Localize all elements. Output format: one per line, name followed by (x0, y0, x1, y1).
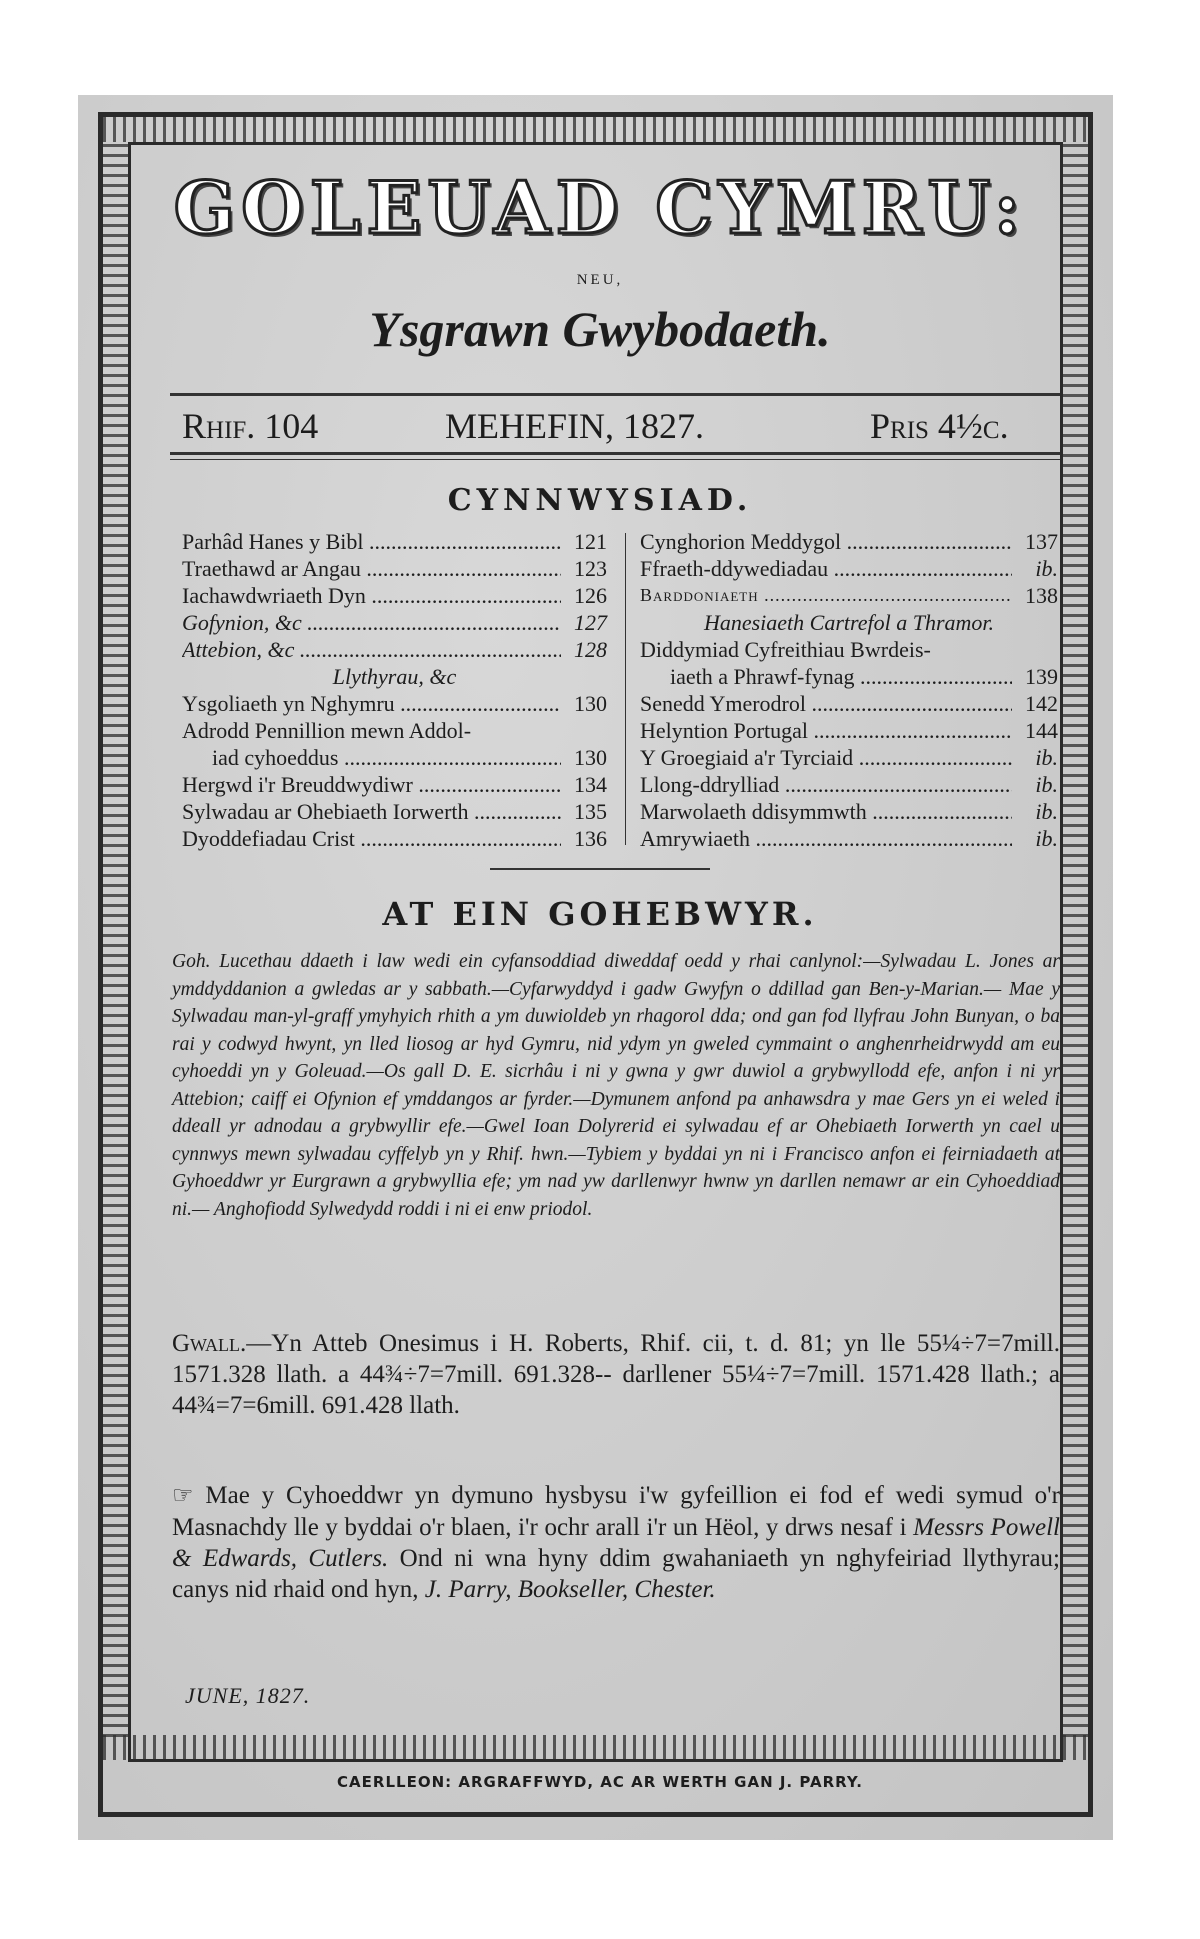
toc-row: Sylwadau ar Ohebiaeth Iorwerth ..... 135 (182, 798, 607, 825)
toc-row: Gofynion, &c ..... 127 (182, 609, 607, 636)
greek-key-border-top (103, 117, 1088, 142)
toc-row: Attebion, &c ..... 128 (182, 636, 607, 663)
toc-row: Senedd Ymerodrol ..... 142 (640, 690, 1058, 717)
rule-above-issue (170, 393, 1060, 396)
greek-key-border-left (103, 142, 128, 1737)
imprint-line: CAERLLEON: ARGRAFFWYD, AC AR WERTH GAN J. PARRY. (337, 1773, 863, 1791)
masthead-title: GOLEUAD CYMRU: (173, 165, 1027, 250)
rule-below-issue-thin (170, 459, 1060, 460)
masthead-neu: NEU, (576, 272, 624, 288)
neighbour-names: Messrs Powell & Edwards, Cutlers. (172, 1514, 1060, 1572)
masthead-subtitle: Ysgrawn Gwybodaeth. (369, 301, 831, 357)
contents-left-column (182, 528, 607, 852)
issue-price: Pris 4½c. (870, 406, 1009, 446)
section-rule (490, 868, 710, 870)
toc-row: Cynghorion Meddygol ..... 137 (640, 528, 1058, 555)
toc-row: Ysgoliaeth yn Nghymru ..... 130 (182, 690, 607, 717)
publisher-signature: J. Parry, Bookseller, Chester. (424, 1576, 716, 1603)
correspondents-notice: Goh. Lucethau ddaeth i law wedi ein cyfansoddiad diweddaf oedd y rhai canlynol:—Sylwadau L. Jones ar ymddyddanion a gwledas ar y sabbath.—Cyfarwyddyd i gadw Gwyfyn o ddillad gan Ben-y-Marian.— Mae y Sylwadau man-yl-graff ymyhyich rhith a ym duwioldeb yn rhagorol dda; ond gan fod llyfrau John Bunyan, o ba rai y codwyd hwynt, yn lled liosog ar hyd Gymru, nid ydym yn gweled cymmaint o anghenrheidrwydd am eu cyhoeddi yn y Goleuad.—Os gall D. E. sicrhâu i ni y gwna y gwr duwiol a grybwyllodd efe, anfon i ni yr Attebion; caiff ei Ofynion ef ymddangos ar fyrder.—Dymunem anfond pa anhawsdra y mae Gers yn ei weled i ddeall yr adnodau a grybwyllir efe.—Gwel Ioan Dolyrerid ei sylwadau ef ar Ohebiaeth Iorwerth yn cael u cynnwys mewn sylwadau cyffelyb yn y Rhif. hwn.—Tybiem y byddai yn ni i Francisco anfon ei feirniadaeth at Gyhoeddwr yr Eurgrawn a grybwyllia efe; ym nad yw darllenwyr hwnw yn darllen nemawr ar ein Cyhoeddiad ni.— Anghofiodd Sylwedydd roddi i ni ei enw priodol. (172, 951, 1060, 1220)
toc-row: Parhâd Hanes y Bibl ..... 121 (182, 528, 607, 555)
toc-row: Llong-ddrylliad ..... ib. (640, 771, 1058, 798)
issue-date: MEHEFIN, 1827. (445, 406, 704, 446)
toc-row: Y Groegiaid a'r Tyrciaid ..... ib. (640, 744, 1058, 771)
rule-below-issue (170, 452, 1060, 455)
issue-number: Rhif. 104 (182, 406, 319, 446)
toc-row: Amrywiaeth ..... ib. (640, 825, 1058, 852)
toc-row: Iachawdwriaeth Dyn ..... 126 (182, 582, 607, 609)
toc-row: Adrodd Pennillion mewn Addol- (182, 718, 472, 743)
correspondents-heading: AT EIN GOHEBWYR. (382, 895, 818, 933)
erratum-paragraph (172, 1328, 1060, 1421)
contents-right-column (640, 528, 1058, 852)
toc-row: Barddoniaeth ..... 138 (640, 582, 1058, 609)
contents-divider (625, 533, 626, 845)
contents-heading: CYNNWYSIAD. (447, 483, 753, 518)
erratum-label: Gwall. (172, 1330, 247, 1357)
toc-row: Diddymiad Cyfreithiau Bwrdeis- (640, 637, 931, 662)
toc-row: Helyntion Portugal ..... 144 (640, 717, 1058, 744)
toc-row: iaeth a Phrawf-fynag ..... 139 (640, 663, 1058, 690)
toc-section-label: Hanesiaeth Cartrefol a Thramor. (703, 610, 995, 635)
publisher-notice: ☞ Mae y Cyhoeddwr yn dymuno hysbysu i'w gyfeillion ei fod ef wedi symud o'r Masnachdy lle y byddai o'r blaen, i'r ochr arall i'r un Hëol, y drws nesaf i Messrs Powell & Edwards, Cutlers. Ond ni wna hyny ddim gwahaniaeth yn nghyfeiriad llythyrau; canys nid rhaid ond hyn, J. Parry, Bookseller, Chester. (172, 1482, 1060, 1603)
erratum-text: —Yn Atteb Onesimus i H. Roberts, Rhif. cii, t. d. 81; yn lle 55¼÷7=7mill. 1571.328 llath. a 44¾÷7=7mill. 691.328-- darllener 55¼÷7=7mill. 1571.428 llath.; a 44¾=7=6mill. 691.428 llath. (172, 1330, 1060, 1419)
pointing-hand-icon: ☞ (172, 1483, 194, 1509)
toc-row: Dyoddefiadau Crist ..... 136 (182, 825, 607, 852)
toc-row: Ffraeth-ddywediadau ..... ib. (640, 555, 1058, 582)
toc-section-label: Llythyrau, &c (332, 664, 457, 689)
toc-row: Marwolaeth ddisymmwth ..... ib. (640, 798, 1058, 825)
toc-row: Hergwd i'r Breuddwydiwr ..... 134 (182, 771, 607, 798)
footer-date: JUNE, 1827. (185, 1683, 311, 1708)
toc-row: iad cyhoeddus ..... 130 (182, 744, 607, 771)
greek-key-border-right (1063, 142, 1088, 1737)
toc-row: Traethawd ar Angau ..... 123 (182, 555, 607, 582)
